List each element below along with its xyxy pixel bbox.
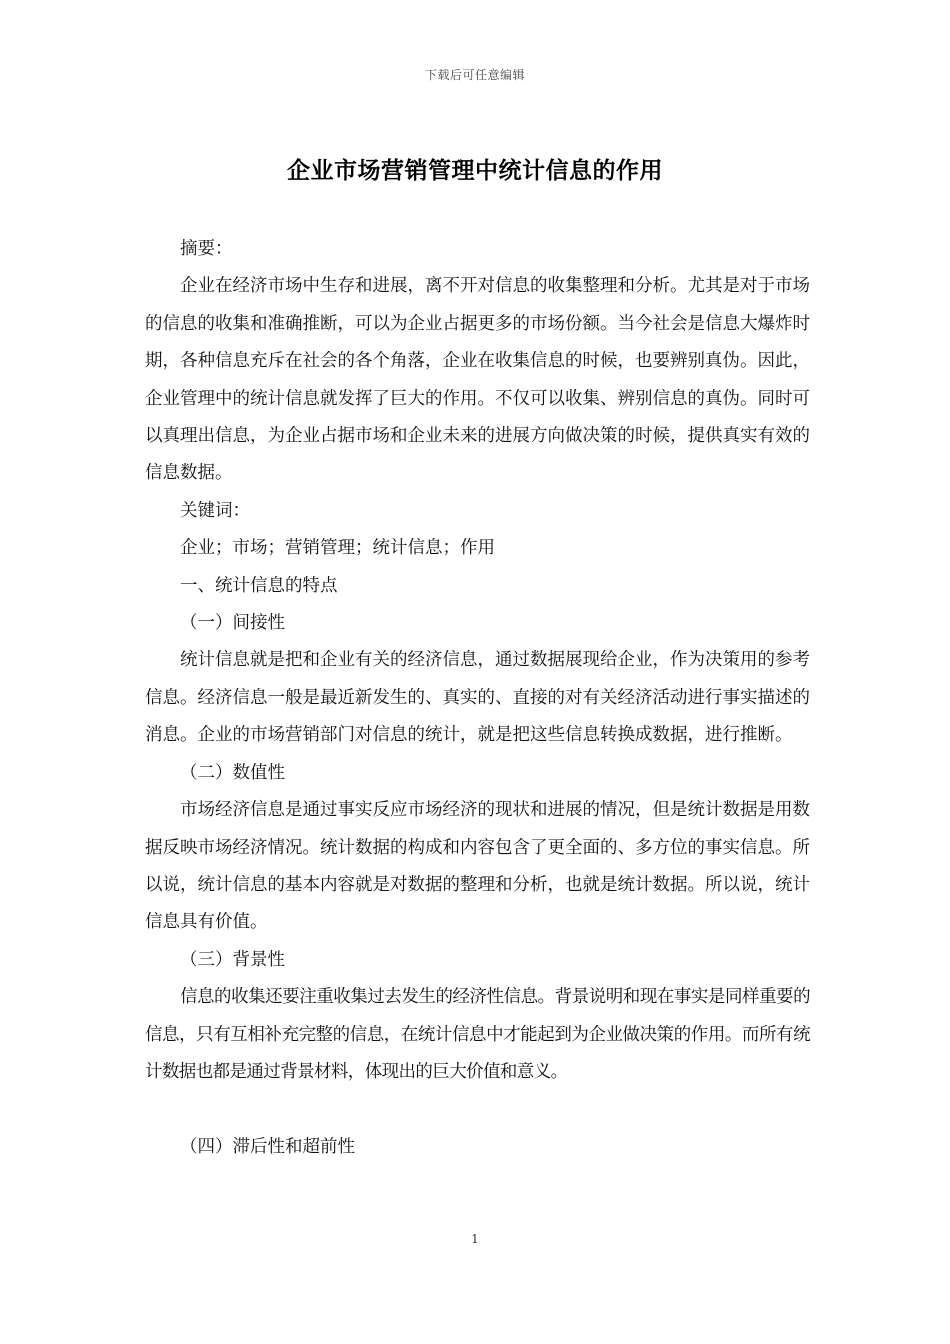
keywords-label: 关键词： [180, 500, 250, 521]
subsection-heading-4: （四）滞后性和超前性 [180, 1137, 355, 1158]
paragraph-numerical: 市场经济信息是通过事实反应市场经济的现状和进展的情况，但是统计数据是用数据反映市场经济情况。统计数据的构成和内容包含了更全面的、多方位的事实信息。所以说，统计信息的基本内容就是对数据的整理和分析，也就是统计数据。所以说，统计信息具有价值。 [145, 800, 810, 933]
paragraph-indirectness: 统计信息就是把和企业有关的经济信息，通过数据展现给企业，作为决策用的参考信息。经济信息一般是最近新发生的、真实的、直接的对有关经济活动进行事实描述的消息。企业的市场营销部门对信息的统计，就是把这些信息转换成数据，进行推断。 [145, 650, 810, 746]
subsection-heading-1: （一）间接性 [180, 613, 285, 634]
abstract-paragraph: 企业在经济市场中生存和进展，离不开对信息的收集整理和分析。尤其是对于市场的信息的收集和准确推断，可以为企业占据更多的市场份额。当今社会是信息大爆炸时期，各种信息充斥在社会的各个角落，企业在收集信息的时候，也要辨别真伪。因此，企业管理中的统计信息就发挥了巨大的作用。不仅可以收集、辨别信息的真伪。同时可以真理出信息，为企业占据市场和企业未来的进展方向做决策的时候，提供真实有效的信息数据。 [145, 276, 810, 484]
document-body [145, 231, 810, 1167]
subsection-heading-3: （三）背景性 [180, 949, 285, 970]
page-number: 1 [471, 1232, 479, 1246]
abstract-label: 摘要： [180, 239, 233, 259]
paragraph-background: 信息的收集还要注重收集过去发生的经济性信息。背景说明和现在事实是同样重要的信息，只有互相补充完整的信息，在统计信息中才能起到为企业做决策的作用。而所有统计数据也都是通过背景材料，体现出的巨大价值和意义。 [145, 987, 810, 1082]
page-header-note: 下载后可任意编辑 [424, 68, 525, 82]
paragraph-spacer [145, 1091, 810, 1129]
document-title: 企业市场营销管理中统计信息的作用 [287, 157, 663, 184]
section-heading-1: 一、统计信息的特点 [180, 575, 338, 596]
keywords-list: 企业；市场；营销管理；统计信息；作用 [180, 538, 495, 559]
subsection-heading-2: （二）数值性 [180, 762, 285, 783]
